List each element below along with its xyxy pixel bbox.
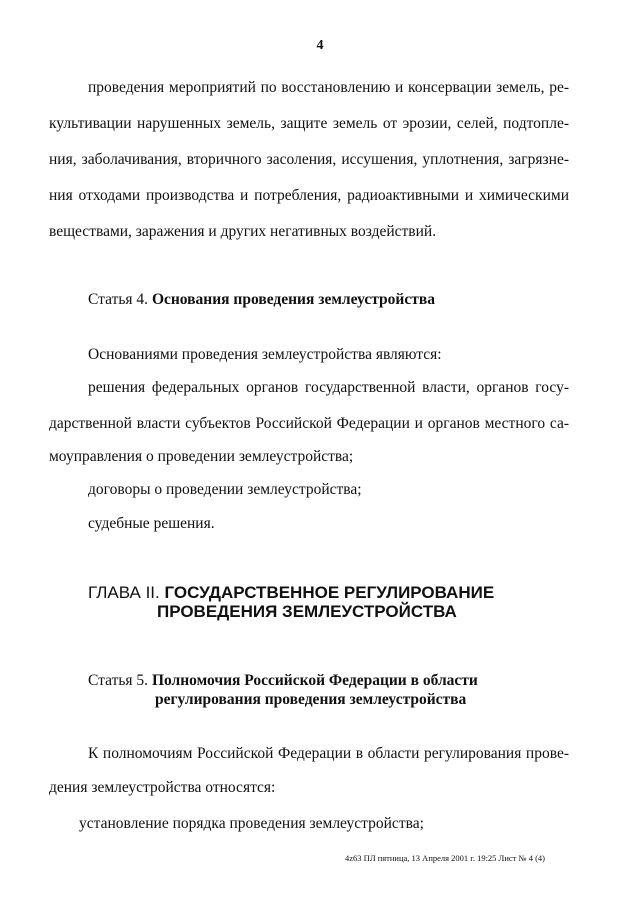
paragraph-line: ния отходами производства и потребления, радиоактивными и химическими <box>49 187 569 204</box>
article-4-heading <box>88 290 435 310</box>
chapter-2-label: ГЛАВА II. <box>88 583 160 602</box>
paragraph-line: К полномочиям Российской Федерации в области регулирования прове- <box>88 745 569 762</box>
paragraph-line: дения землеустройства относятся: <box>49 779 276 796</box>
paragraph-line: Основаниями проведения землеустройства являются: <box>88 346 442 363</box>
paragraph-line: ния, заболачивания, вторичного засоления, иссушения, уплотнения, загрязне- <box>49 151 569 168</box>
paragraph-line: установление порядка проведения землеустройства; <box>79 815 424 832</box>
paragraph-line: дарственной власти субъектов Российской Федерации и органов местного са- <box>49 415 569 432</box>
article-5-label: Статья 5. <box>88 672 149 689</box>
page-number: 4 <box>316 38 324 53</box>
paragraph-line: культивации нарушенных земель, защите земель от эрозии, селей, подтопле- <box>49 115 569 132</box>
page-footer: 4z63 ПЛ пятница, 13 Апреля 2001 г. 19:25 Лист № 4 (4) <box>345 853 545 863</box>
paragraph-line: моуправления о проведении землеустройства; <box>49 448 354 465</box>
paragraph-line: проведения мероприятий по восстановлению и консервации земель, ре- <box>88 79 569 96</box>
chapter-2-title-line2: ПРОВЕДЕНИЯ ЗЕМЛЕУСТРОЙСТВА <box>157 602 457 621</box>
paragraph-line: судебные решения. <box>88 515 215 532</box>
paragraph-line: веществами, заражения и других негативных воздействий. <box>49 223 437 240</box>
article-4-label: Статья 4. <box>88 291 149 308</box>
chapter-2-heading-line2 <box>157 601 457 623</box>
paragraph-line: решения федеральных органов государственной власти, органов госу- <box>88 379 569 396</box>
article-5-title-line2: регулирования проведения землеустройства <box>155 691 467 708</box>
paragraph-line: договоры о проведении землеустройства; <box>88 481 362 498</box>
article-5-heading <box>88 671 478 691</box>
article-4-title: Основания проведения землеустройства <box>151 291 435 308</box>
article-5-title-line1: Полномочия Российской Федерации в области <box>151 672 478 689</box>
article-5-heading-line2 <box>155 690 466 710</box>
chapter-2-title-line1: ГОСУДАРСТВЕННОЕ РЕГУЛИРОВАНИЕ <box>164 583 495 602</box>
